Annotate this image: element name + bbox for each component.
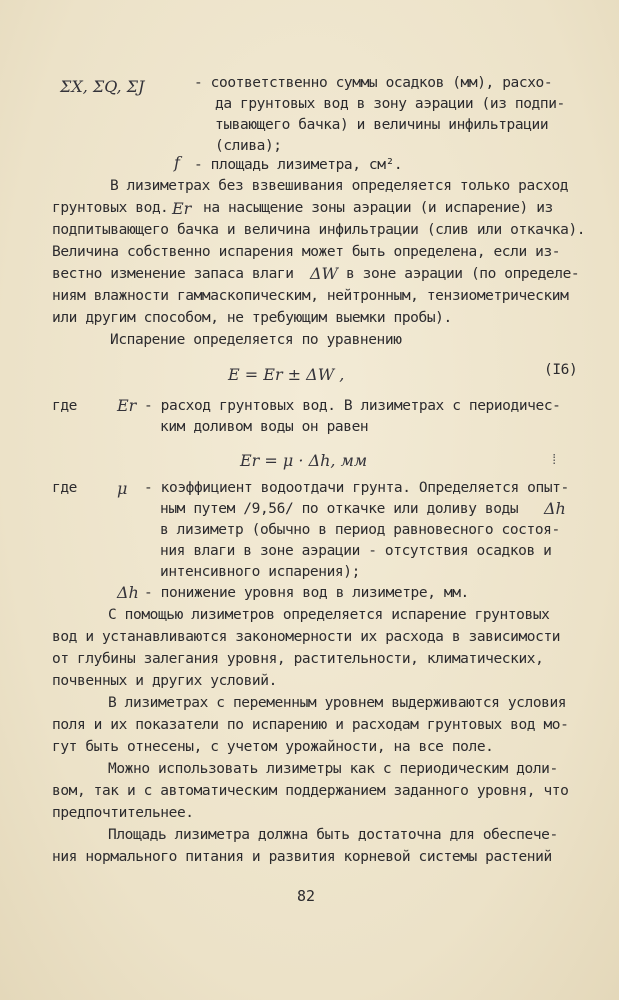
def-line-5-text: - площадь лизиметра, см² (194, 157, 394, 173)
p1-line-4: Величина собственно испарения может быть определена, если из- (52, 244, 561, 260)
p4-line-2: поля и их показатели по испарению и расходам грунтовых вод мо- (52, 717, 569, 733)
p1-line-6: ниям влажности гаммаскопическим, нейтронным, тензиометрическим (52, 288, 569, 304)
p6-line-2: ния нормального питания и развития корневой системы растений (52, 849, 552, 865)
def-line-2: да грунтовых вод в зону аэрации (из подпи- (215, 96, 565, 112)
p5-line-2: вом, так и с автоматическим поддержанием заданного уровня, что (52, 783, 569, 799)
p1-line-5a: вестно изменение запаса влаги (52, 266, 294, 282)
gde-1: где (52, 398, 77, 414)
symbol-dh-1: Δh (544, 499, 566, 518)
equation-16: E = Er ± ΔW , (228, 365, 345, 384)
gde2-line-4: ния влаги в зоне аэрации - отсутствия осадков и (160, 543, 552, 559)
margin-mark: ⁞ (550, 452, 559, 468)
gde1-line-1: - расход грунтовых вод. В лизиметрах с периодичес- (144, 398, 561, 414)
def-line-4: (слива); (215, 138, 282, 154)
gde2-line-3: в лизиметр (обычно в период равновесного состоя- (160, 522, 560, 538)
p6-line-1: Площадь лизиметра должна быть достаточна для обеспече- (108, 827, 558, 843)
symbol-er-1: Er (172, 199, 192, 218)
symbol-f: f (174, 153, 180, 172)
p1-line-5b: в зоне аэрации (по определе- (346, 266, 580, 282)
page-number: 82 (297, 887, 316, 905)
equation-er: Er = μ · Δh, мм (240, 451, 368, 470)
dh-line: - понижение уровня вод в лизиметре, мм. (144, 585, 469, 601)
p3-line-3: от глубины залегания уровня, растительности, климатических, (52, 651, 544, 667)
p5-line-3: предпочтительнее. (52, 805, 194, 821)
p3-line-1: С помощью лизиметров определяется испарение грунтовых (108, 607, 550, 623)
symbol-dh-2: Δh (117, 583, 139, 602)
symbol-er-2: Er (117, 396, 137, 415)
p1-line-3: подпитывающего бачка и величина инфильтрации (слив или откачка). (52, 222, 586, 238)
gde2-line-2: ным путем /9,56/ по откачке или доливу воды (160, 501, 519, 517)
p1-line-7: или другим способом, не требующим выемки пробы). (52, 310, 452, 326)
def-line-5 (194, 156, 402, 174)
p3-line-2: вод и устанавливаются закономерности их расхода в зависимости (52, 629, 561, 645)
def-line-5-tail: . (393, 157, 403, 173)
gde2-line-1: - коэффициент водоотдачи грунта. Определяется опыт- (144, 480, 569, 496)
p4-line-1: В лизиметрах с переменным уровнем выдерживаются условия (108, 695, 567, 711)
p1-line-2-dot: . (160, 200, 169, 216)
p5-line-1: Можно использовать лизиметры как с периодическим доли- (108, 761, 558, 777)
p1-line-2a: грунтовых вод (52, 200, 161, 216)
def-line-3: тывающего бачка) и величины инфильтрации (215, 117, 549, 133)
p4-line-3: гут быть отнесены, с учетом урожайности, на все поле. (52, 739, 494, 755)
p1-line-2b: на насыщение зоны аэрации (и испарение) из (203, 200, 553, 216)
p1-line-1: В лизиметрах без взвешивания определяется только расход (110, 178, 569, 194)
equation-16-number: (I6) (544, 362, 578, 378)
def-line-1: - соответственно суммы осадков (мм), расхо- (194, 75, 553, 91)
gde-2: где (52, 480, 77, 496)
symbol-mu: μ (117, 479, 128, 498)
gde1-line-2: ким доливом воды он равен (160, 419, 369, 435)
p3-line-4: почвенных и других условий. (52, 673, 277, 689)
gde2-line-5: интенсивного испарения); (160, 564, 360, 580)
symbol-sums: ΣX, ΣQ, ΣJ (60, 77, 145, 96)
p2-line: Испарение определяется по уравнению (110, 332, 402, 348)
symbol-dw: ΔW (310, 264, 338, 283)
